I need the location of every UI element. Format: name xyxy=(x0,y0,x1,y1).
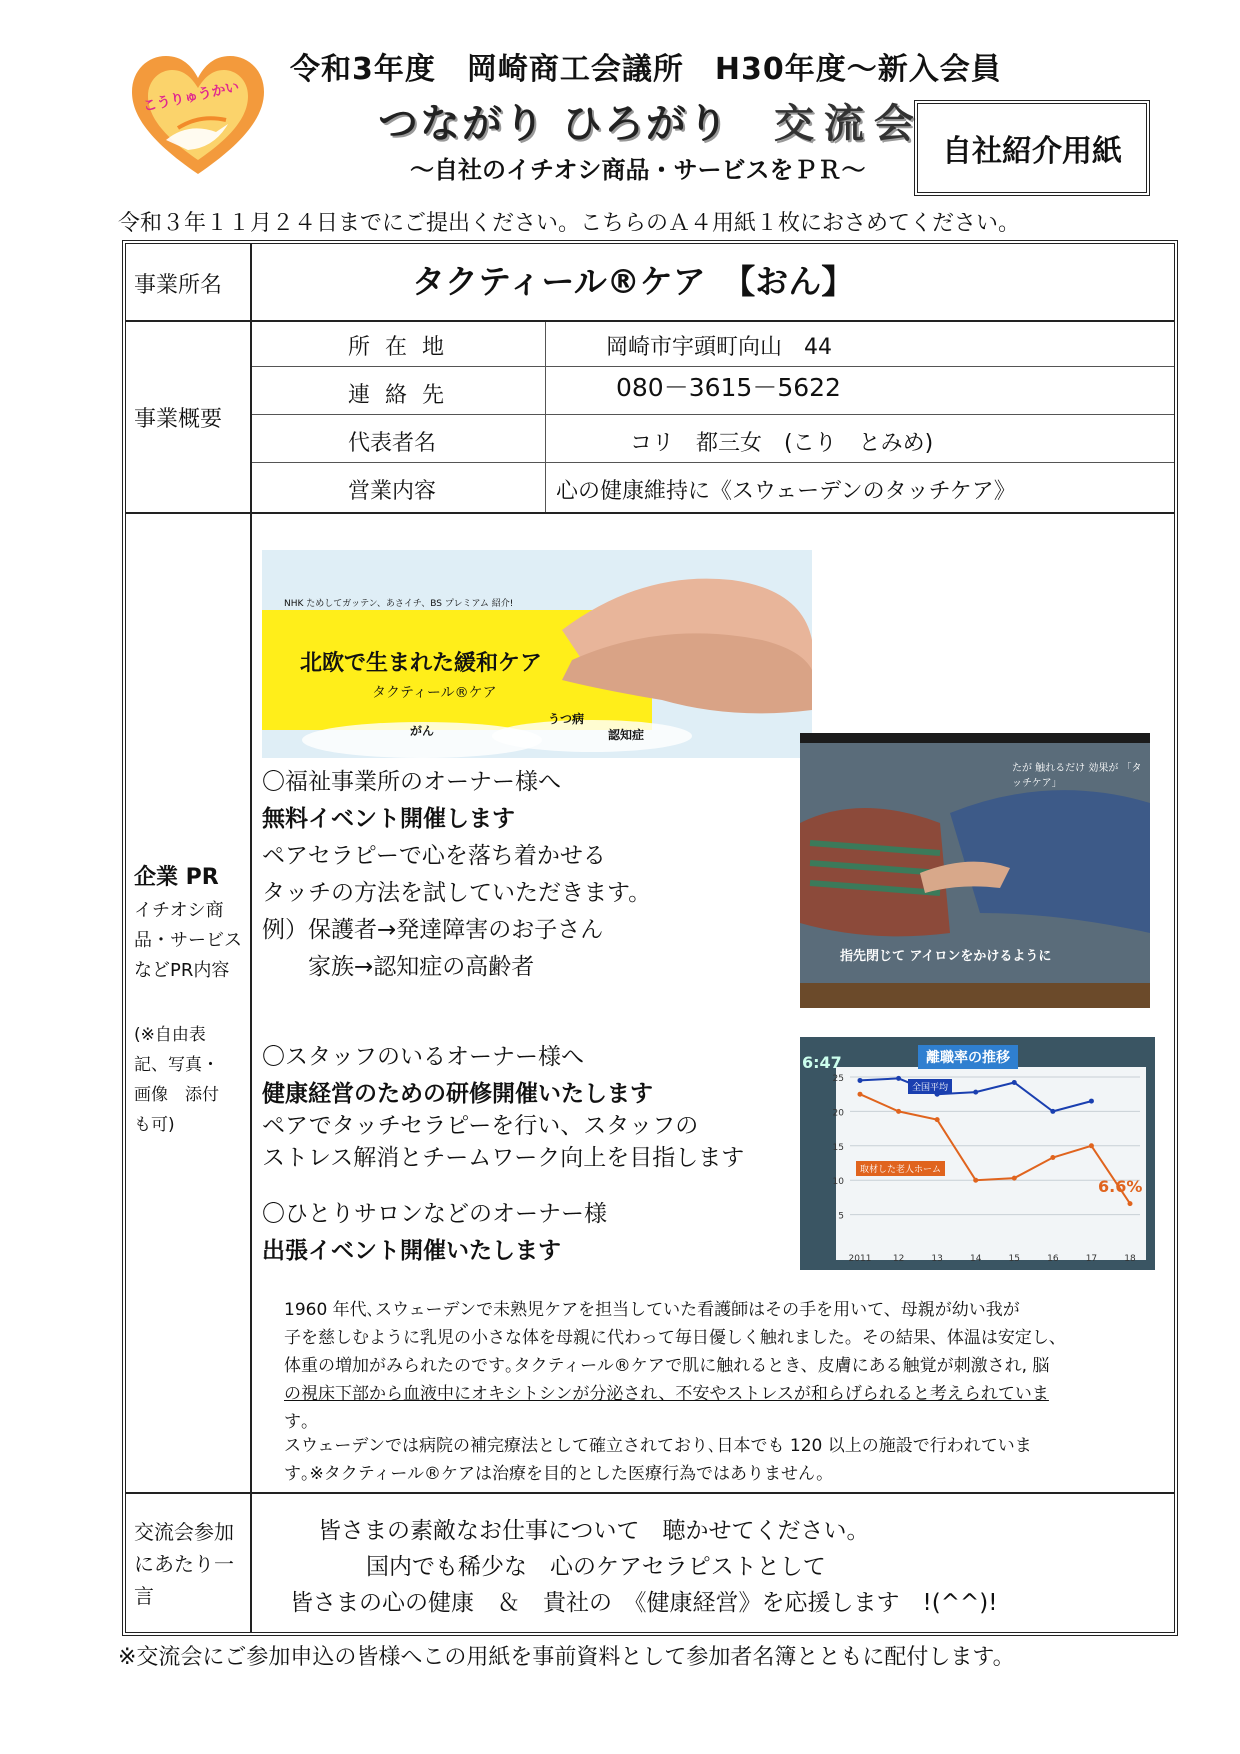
banner-image xyxy=(262,550,812,758)
description-line-5: す｡ xyxy=(284,1412,310,1432)
contact-value: 080－3615－5622 xyxy=(616,373,841,402)
data-point xyxy=(896,1109,901,1114)
line-chart xyxy=(800,1037,1155,1270)
pr-label-title: 企業 PR xyxy=(134,865,219,890)
tv-caption: 指先閉じて アイロンをかけるように xyxy=(840,949,1052,964)
logo-text: こうりゅうかい xyxy=(141,78,241,115)
description-line-3: 体重の増加がみられたのです｡タクティール®ケアで肌に触れるとき、皮膚にある触覚が刺激され, 脳 xyxy=(284,1356,1050,1376)
divider xyxy=(545,322,546,512)
pr-line-1-4: 家族→認知症の高齢者 xyxy=(262,954,535,980)
page-title: 令和3年度 岡崎商工会議所 H30年度～新入会員 xyxy=(290,52,1002,87)
data-point xyxy=(935,1117,940,1122)
pr-line-1-1: ペアセラピーで心を落ち着かせる xyxy=(262,843,606,869)
event-suffix: 交流会 xyxy=(773,101,924,147)
x-tick-label: 16 xyxy=(1047,1254,1059,1264)
chart-title: 離職率の推移 xyxy=(918,1045,1018,1069)
data-point xyxy=(1012,1176,1017,1181)
data-point xyxy=(858,1078,863,1083)
description-line-2: 子を慈しむように乳児の小さな体を母親に代わって毎日優しく触れました。その結果、体温は安定し、 xyxy=(284,1328,1066,1348)
legend-national: 全国平均 xyxy=(908,1079,952,1094)
data-point xyxy=(1012,1080,1017,1085)
pr-note-1: (※自由表 xyxy=(134,1025,206,1045)
comment-line-3: 皆さまの心の健康 ＆ 貴社の 《健康経営》を応援します !(^^)! xyxy=(290,1590,998,1616)
banner-tagline: NHK ためしてガッテン、あさイチ、BS プレミアム 紹介! xyxy=(284,599,514,609)
divider xyxy=(126,1492,1174,1494)
chart-annotation: 6.6% xyxy=(1098,1177,1143,1196)
banner-tag-3: 認知症 xyxy=(608,728,645,742)
y-tick-label: 5 xyxy=(838,1211,844,1222)
pr-head-2: 健康経営のための研修開催いたします xyxy=(262,1081,653,1107)
y-tick-label: 10 xyxy=(832,1177,844,1188)
divider xyxy=(252,366,1174,367)
chart-time-text: 6:47 xyxy=(802,1053,842,1072)
pr-line-1-3: 例）保護者→発達障害のお子さん xyxy=(262,917,604,943)
tv-top-text: たが 触れるだけ 効果が 「タッチケア」 xyxy=(1012,763,1142,789)
business-name: タクティール®ケア 【おん】 xyxy=(412,262,855,301)
comment-label-1: 交流会参加 xyxy=(134,1520,234,1544)
data-point xyxy=(973,1090,978,1095)
banner-tag-1: がん xyxy=(410,724,435,738)
banner-product: タクティール®ケア xyxy=(372,685,497,701)
description-line-1: 1960 年代､スウェーデンで未熟児ケアを担当していた看護師はその手を用いて、母親が幼い我が xyxy=(284,1300,1020,1320)
legend-home: 取材した老人ホーム xyxy=(856,1161,945,1176)
pr-line-2-1: ペアでタッチセラピーを行い、スタッフの xyxy=(262,1113,699,1139)
logo xyxy=(128,52,268,182)
banner-tag-2: うつ病 xyxy=(548,712,585,726)
pr-label-3: などPR内容 xyxy=(134,960,230,981)
x-tick-label: 13 xyxy=(931,1254,943,1264)
pr-head-3: 出張イベント開催いたします xyxy=(262,1238,561,1264)
data-point xyxy=(896,1076,901,1081)
pr-label-2: 品・サービス xyxy=(134,930,242,951)
event-name: つながり ひろがり xyxy=(378,101,730,147)
data-point xyxy=(1089,1099,1094,1104)
business-value: 心の健康維持に《スウェーデンのタッチケア》 xyxy=(556,479,1016,504)
data-point xyxy=(1089,1143,1094,1148)
pr-note-2: 記、写真・ xyxy=(134,1055,219,1075)
data-point xyxy=(1050,1155,1055,1160)
address-value: 岡崎市宇頭町向山 44 xyxy=(606,335,832,360)
comment-line-1: 皆さまの素敵なお仕事について 聴かせてください。 xyxy=(318,1518,870,1544)
comment-label-3: 言 xyxy=(134,1584,154,1608)
event-title xyxy=(378,92,924,149)
divider xyxy=(126,320,1174,322)
pr-note-4: も可) xyxy=(134,1115,175,1135)
x-tick-label: 14 xyxy=(969,1254,982,1264)
x-tick-label: 2011 xyxy=(848,1254,872,1264)
x-tick-label: 18 xyxy=(1124,1254,1136,1264)
x-tick-label: 15 xyxy=(1008,1254,1021,1264)
comment-label-2: にあたり一 xyxy=(134,1552,234,1576)
contact-label: 連 絡 先 xyxy=(348,383,448,408)
divider xyxy=(250,244,252,1632)
pr-lead-2: 〇スタッフのいるオーナー様へ xyxy=(262,1044,584,1070)
pr-label-1: イチオシ商 xyxy=(134,900,224,921)
pr-lead-1: 〇福祉事業所のオーナー様へ xyxy=(262,769,561,795)
divider xyxy=(126,512,1174,514)
pr-line-1-2: タッチの方法を試していただきます。 xyxy=(262,880,652,906)
description-line-7: す｡※タクティール®ケアは治療を目的とした医療行為ではありません。 xyxy=(284,1464,834,1484)
y-tick-label: 15 xyxy=(832,1142,844,1153)
divider xyxy=(252,462,1174,463)
divider xyxy=(252,414,1174,415)
data-point xyxy=(1050,1109,1055,1114)
pr-note-3: 画像 添付 xyxy=(134,1085,219,1105)
chart-photo xyxy=(800,1037,1155,1270)
banner-headline: 北欧で生まれた緩和ケア xyxy=(300,651,543,676)
x-tick-label: 12 xyxy=(892,1254,905,1264)
rep-value: コリ 都三女 (こり とみめ) xyxy=(630,431,934,456)
footer-note: ※交流会にご参加申込の皆様へこの用紙を事前資料として参加者名簿とともに配付します。 xyxy=(118,1645,1015,1670)
y-tick-label: 20 xyxy=(832,1108,844,1119)
address-label: 所 在 地 xyxy=(348,335,448,360)
data-point xyxy=(1128,1201,1133,1206)
tv-photo xyxy=(800,733,1150,1008)
description-line-6: スウェーデンでは病院の補完療法として確立されており､日本でも 120 以上の施設で行われていま xyxy=(284,1436,1032,1456)
pr-line-2-2: ストレス解消とチームワーク向上を目指します xyxy=(262,1145,745,1171)
heart-logo-icon xyxy=(128,52,268,182)
page-subtitle: ～自社のイチオシ商品・サービスをＰＲ～ xyxy=(410,156,866,184)
overview-label: 事業概要 xyxy=(134,407,223,432)
x-tick-label: 17 xyxy=(1085,1254,1098,1264)
rep-label: 代表者名 xyxy=(348,431,437,456)
data-point xyxy=(858,1092,863,1097)
form-label-box: 自社紹介用紙 xyxy=(914,100,1150,196)
pr-head-1: 無料イベント開催します xyxy=(262,806,515,832)
comment-line-2: 国内でも稀少な 心のケアセラピストとして xyxy=(366,1554,826,1580)
pr-lead-3: 〇ひとりサロンなどのオーナー様 xyxy=(262,1201,607,1227)
y-tick-label: 25 xyxy=(832,1074,844,1084)
deadline-note: 令和３年１１月２４日までにご提出ください。こちらのＡ４用紙１枚におさめてください。 xyxy=(118,211,1021,236)
business-name-label: 事業所名 xyxy=(134,273,223,298)
description-line-4: の視床下部から血液中にオキシトシンが分泌され、不安やストレスが和らげられると考えられていま xyxy=(284,1384,1049,1404)
business-label: 営業内容 xyxy=(348,479,437,504)
data-point xyxy=(973,1178,978,1183)
